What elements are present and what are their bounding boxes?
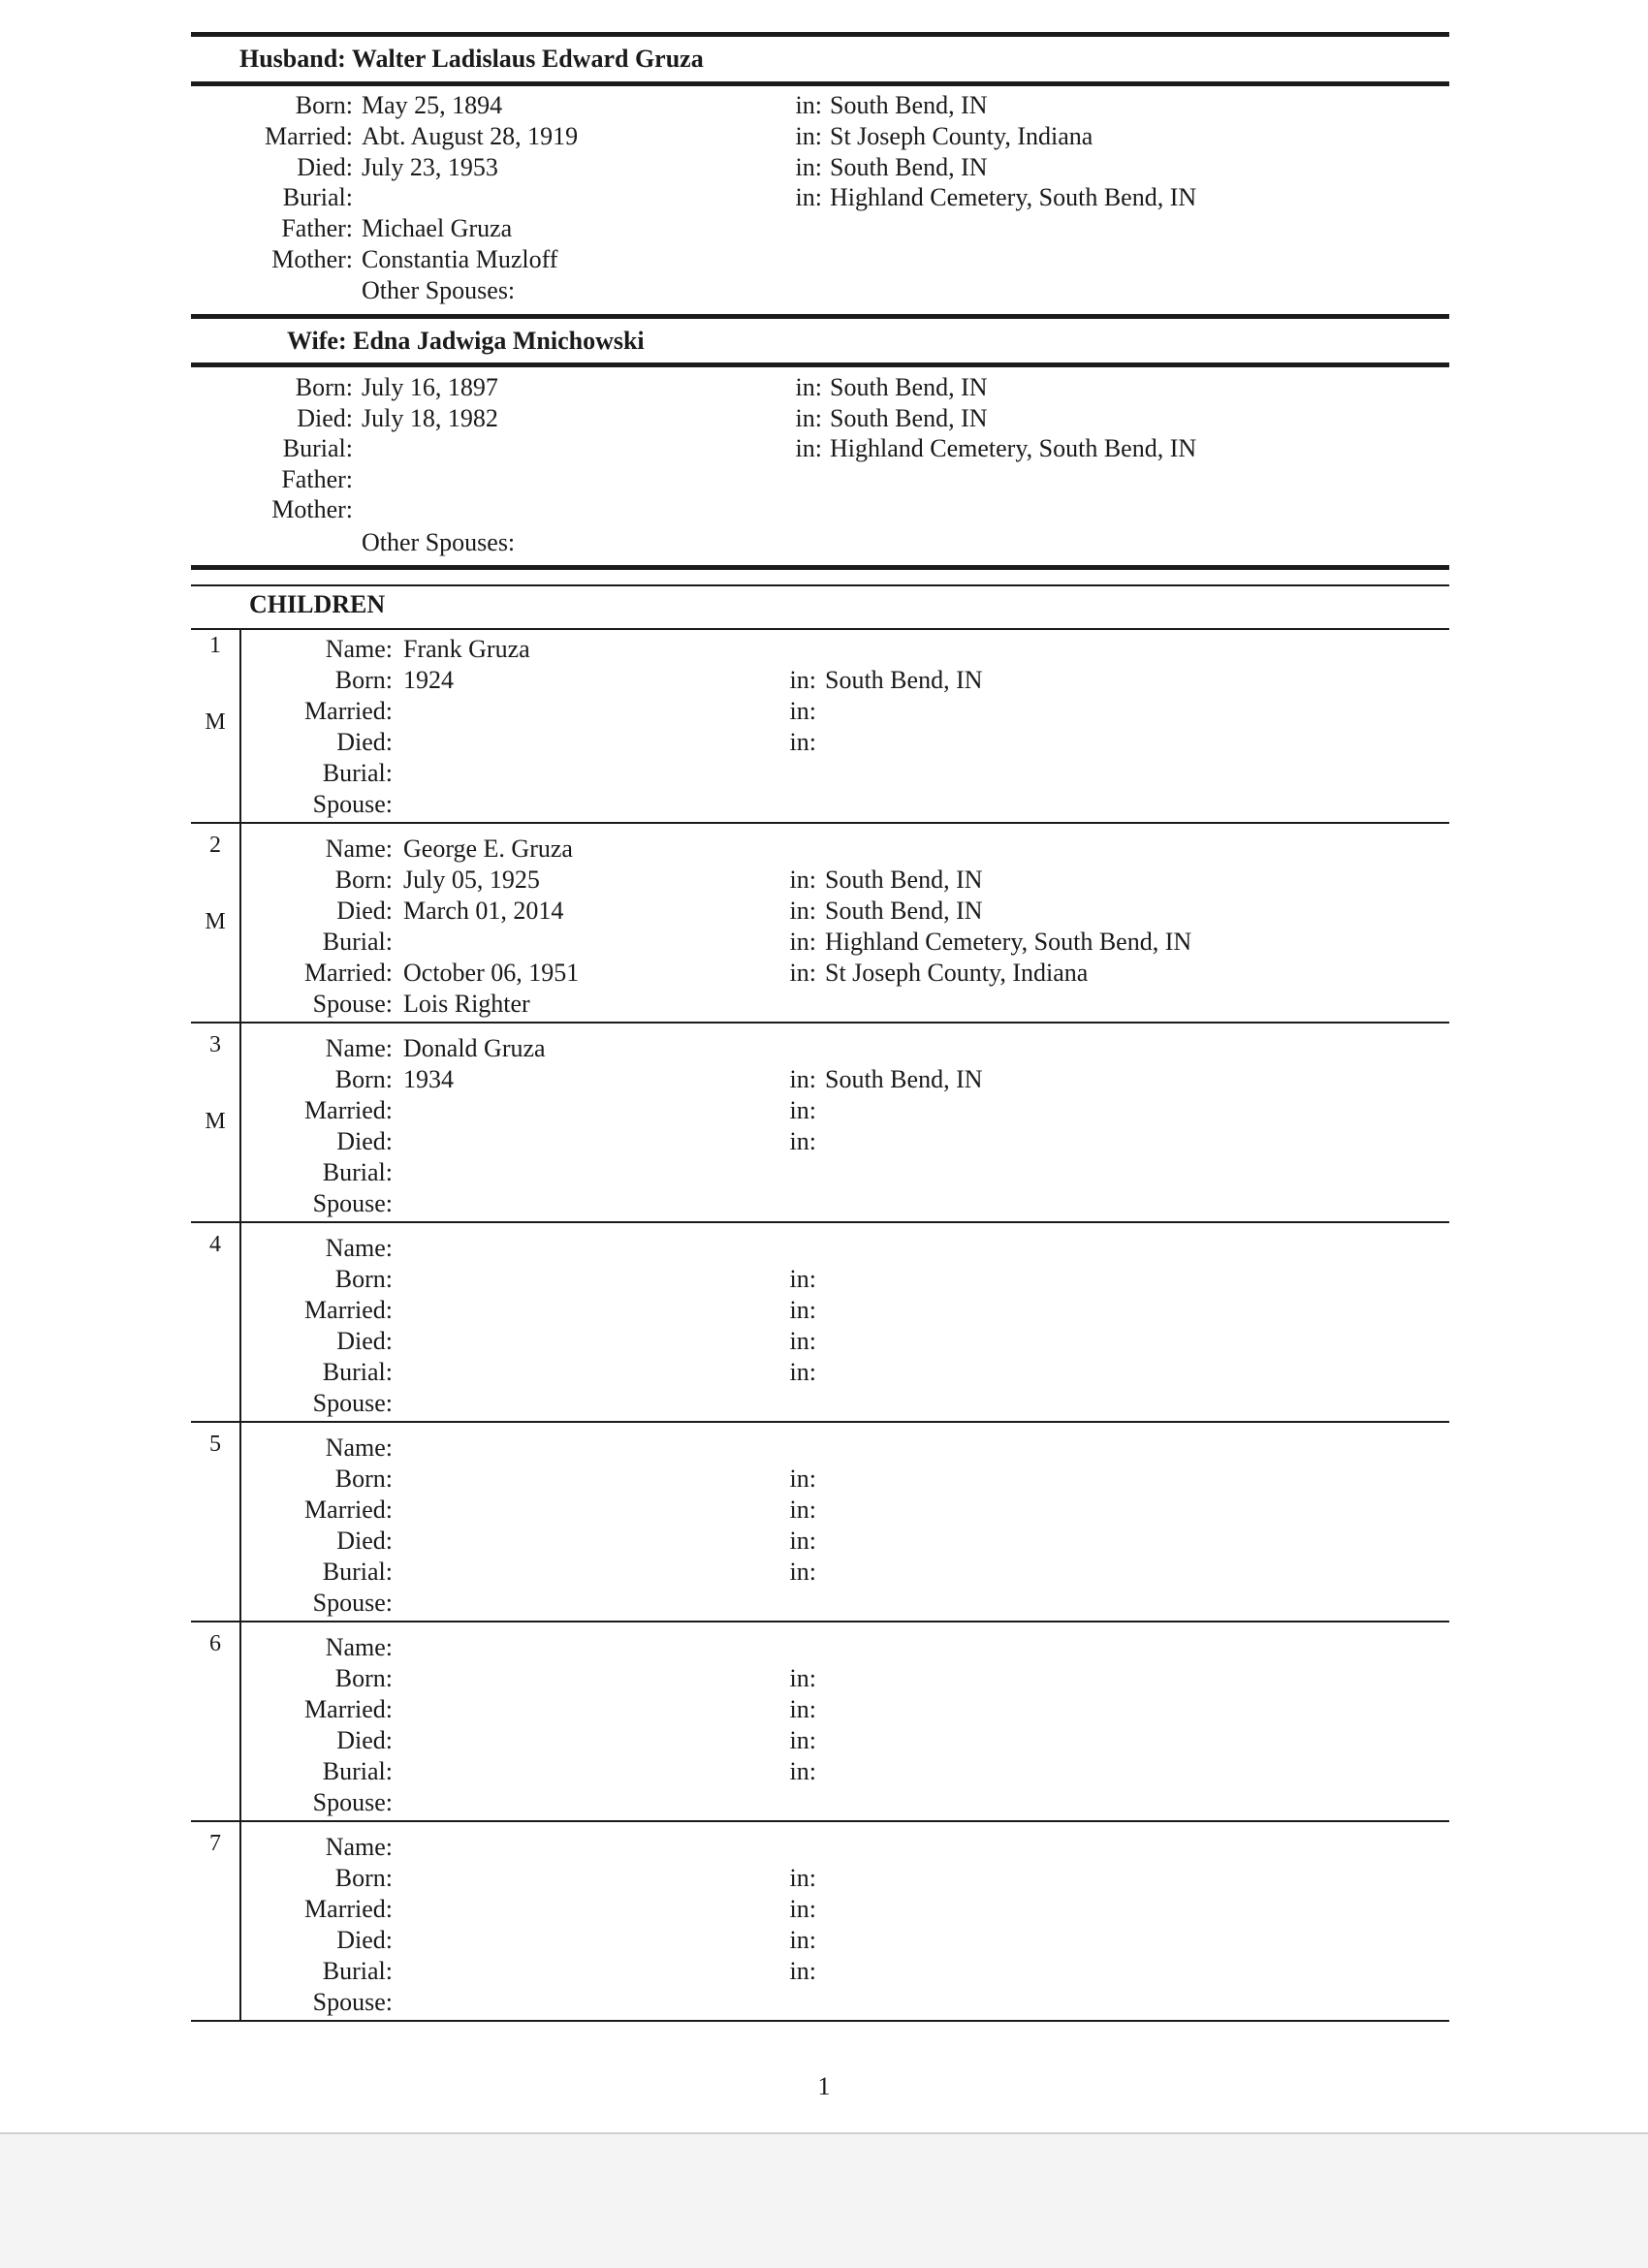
wife-header-label: Wife: bbox=[287, 327, 347, 355]
child-number: 3 bbox=[209, 1032, 221, 1057]
field-value: Lois Righter bbox=[403, 990, 530, 1018]
field-label: Born: bbox=[334, 866, 393, 894]
field-value: Michael Gruza bbox=[362, 214, 513, 243]
record-row bbox=[0, 1695, 1648, 1724]
child-separator-rule bbox=[191, 1022, 1449, 1024]
field-label: Born: bbox=[295, 91, 353, 119]
field-label: Born: bbox=[334, 1664, 393, 1692]
field-label: Spouse: bbox=[312, 990, 393, 1018]
place-value: Highland Cemetery, South Bend, IN bbox=[830, 434, 1197, 463]
field-label: Died: bbox=[336, 1926, 393, 1954]
field-label: Born: bbox=[334, 1265, 393, 1293]
in-label: in: bbox=[789, 1695, 816, 1723]
child-separator-rule bbox=[191, 1820, 1449, 1822]
field-label: Father: bbox=[281, 214, 353, 243]
in-label: in: bbox=[795, 91, 822, 119]
field-value: Constantia Muzloff bbox=[362, 245, 558, 273]
children-second-rule bbox=[191, 584, 1449, 586]
field-label: Died: bbox=[336, 728, 393, 756]
in-label: in: bbox=[795, 373, 822, 401]
in-label: in: bbox=[789, 1864, 816, 1892]
field-label: Spouse: bbox=[312, 1389, 393, 1417]
field-label: Spouse: bbox=[312, 1589, 393, 1617]
record-row bbox=[0, 434, 1648, 463]
in-label: in: bbox=[795, 403, 822, 432]
record-row bbox=[0, 1664, 1648, 1693]
place-value: St Joseph County, Indiana bbox=[825, 959, 1089, 987]
field-label: Married: bbox=[304, 1296, 393, 1324]
page-number: 1 bbox=[817, 2072, 831, 2100]
field-label: Name: bbox=[325, 1433, 393, 1462]
field-label: Born: bbox=[334, 666, 393, 694]
place-value: South Bend, IN bbox=[830, 403, 988, 432]
field-label: Married: bbox=[265, 121, 353, 150]
in-label: in: bbox=[795, 434, 822, 463]
husband-header-rule bbox=[191, 81, 1449, 86]
record-row bbox=[0, 1158, 1648, 1187]
record-row bbox=[0, 1465, 1648, 1494]
record-row bbox=[0, 759, 1648, 788]
husband-name: Walter Ladislaus Edward Gruza bbox=[351, 45, 704, 73]
wife-header-rule bbox=[191, 362, 1449, 367]
field-label: Burial: bbox=[322, 1757, 393, 1785]
field-label: Burial: bbox=[282, 434, 353, 463]
in-label: in: bbox=[789, 1926, 816, 1954]
record-row bbox=[0, 1096, 1648, 1125]
field-label: Married: bbox=[304, 697, 393, 725]
field-value: October 06, 1951 bbox=[403, 959, 580, 987]
in-label: in: bbox=[789, 1496, 816, 1524]
in-label: in: bbox=[789, 959, 816, 987]
husband-header bbox=[239, 45, 704, 74]
field-label: Died: bbox=[336, 897, 393, 925]
record-row bbox=[0, 1957, 1648, 1986]
record-row bbox=[0, 1988, 1648, 2017]
record-row bbox=[0, 1558, 1648, 1587]
field-label: Died: bbox=[336, 1726, 393, 1754]
field-value: Abt. August 28, 1919 bbox=[362, 121, 579, 150]
child-sex: M bbox=[205, 909, 226, 934]
field-value: 1934 bbox=[403, 1065, 454, 1093]
field-label: Spouse: bbox=[312, 790, 393, 818]
field-label: Name: bbox=[325, 1234, 393, 1262]
field-label: Mother: bbox=[271, 245, 353, 273]
in-label: in: bbox=[789, 1527, 816, 1555]
top-rule bbox=[191, 32, 1449, 37]
field-label: Born: bbox=[334, 1864, 393, 1892]
field-value: July 18, 1982 bbox=[362, 403, 498, 432]
record-row bbox=[0, 1234, 1648, 1263]
in-label: in: bbox=[789, 1957, 816, 1985]
husband-header-label: Husband: bbox=[239, 45, 346, 73]
place-value: St Joseph County, Indiana bbox=[830, 121, 1093, 150]
in-label: in: bbox=[795, 152, 822, 181]
child-sex: M bbox=[205, 709, 226, 735]
record-row bbox=[0, 635, 1648, 664]
record-row bbox=[0, 1633, 1648, 1662]
record-row bbox=[0, 214, 1648, 243]
child-number: 6 bbox=[209, 1631, 221, 1656]
wife-other-spouses: Other Spouses: bbox=[362, 528, 516, 556]
in-label: in: bbox=[789, 1726, 816, 1754]
child-separator-rule bbox=[191, 2020, 1449, 2022]
record-row bbox=[0, 91, 1648, 120]
in-label: in: bbox=[789, 897, 816, 925]
in-label: in: bbox=[789, 1065, 816, 1093]
field-label: Married: bbox=[304, 1895, 393, 1923]
record-row bbox=[0, 404, 1648, 433]
in-label: in: bbox=[789, 1127, 816, 1155]
children-header-rule bbox=[191, 628, 1449, 630]
record-row bbox=[0, 1788, 1648, 1817]
in-label: in: bbox=[789, 1327, 816, 1355]
scan-bottom-band bbox=[0, 2132, 1648, 2268]
field-label: Burial: bbox=[322, 1957, 393, 1985]
record-row bbox=[0, 1527, 1648, 1556]
in-label: in: bbox=[789, 697, 816, 725]
field-label: Died: bbox=[297, 403, 353, 432]
record-row bbox=[0, 245, 1648, 274]
field-label: Name: bbox=[325, 835, 393, 863]
field-value: George E. Gruza bbox=[403, 835, 573, 863]
record-row bbox=[0, 153, 1648, 182]
record-row bbox=[0, 1034, 1648, 1063]
field-value: March 01, 2014 bbox=[403, 897, 564, 925]
field-label: Name: bbox=[325, 1034, 393, 1062]
field-label: Died: bbox=[336, 1327, 393, 1355]
in-label: in: bbox=[789, 1558, 816, 1586]
record-row bbox=[0, 1127, 1648, 1156]
record-row bbox=[0, 697, 1648, 726]
field-label: Burial: bbox=[282, 183, 353, 212]
field-label: Burial: bbox=[322, 1358, 393, 1386]
record-row bbox=[0, 1389, 1648, 1418]
record-row bbox=[0, 122, 1648, 151]
place-value: South Bend, IN bbox=[825, 666, 983, 694]
child-number: 1 bbox=[209, 633, 221, 658]
place-value: South Bend, IN bbox=[825, 1065, 983, 1093]
field-label: Name: bbox=[325, 635, 393, 663]
place-value: Highland Cemetery, South Bend, IN bbox=[830, 183, 1197, 212]
field-label: Name: bbox=[325, 1633, 393, 1661]
record-row bbox=[0, 465, 1648, 494]
in-label: in: bbox=[789, 1757, 816, 1785]
record-row bbox=[0, 790, 1648, 819]
record-row bbox=[0, 183, 1648, 212]
record-row bbox=[0, 928, 1648, 957]
field-label: Spouse: bbox=[312, 1189, 393, 1217]
field-label: Married: bbox=[304, 959, 393, 987]
record-row bbox=[0, 1864, 1648, 1893]
field-label: Father: bbox=[281, 464, 353, 493]
field-label: Died: bbox=[336, 1127, 393, 1155]
in-label: in: bbox=[789, 666, 816, 694]
in-label: in: bbox=[789, 1296, 816, 1324]
field-label: Spouse: bbox=[312, 1788, 393, 1816]
children-top-rule bbox=[191, 565, 1449, 570]
in-label: in: bbox=[789, 866, 816, 894]
field-value: Frank Gruza bbox=[403, 635, 530, 663]
husband-other-spouses: Other Spouses: bbox=[362, 276, 516, 304]
record-row bbox=[0, 866, 1648, 895]
record-row bbox=[0, 1926, 1648, 1955]
field-value: July 05, 1925 bbox=[403, 866, 540, 894]
in-label: in: bbox=[795, 121, 822, 150]
record-row bbox=[0, 1358, 1648, 1387]
in-label: in: bbox=[789, 928, 816, 956]
child-separator-rule bbox=[191, 1421, 1449, 1423]
child-separator-rule bbox=[191, 1621, 1449, 1622]
record-row bbox=[0, 1589, 1648, 1618]
record-row bbox=[0, 495, 1648, 524]
in-label: in: bbox=[789, 1895, 816, 1923]
field-value: July 16, 1897 bbox=[362, 373, 498, 401]
field-value: July 23, 1953 bbox=[362, 152, 498, 181]
in-label: in: bbox=[789, 1465, 816, 1493]
in-label: in: bbox=[789, 728, 816, 756]
record-row bbox=[0, 1065, 1648, 1094]
field-label: Burial: bbox=[322, 1158, 393, 1186]
record-row bbox=[0, 897, 1648, 926]
record-row bbox=[0, 1895, 1648, 1924]
record-row bbox=[0, 666, 1648, 695]
record-row bbox=[0, 1327, 1648, 1356]
wife-name: Edna Jadwiga Mnichowski bbox=[353, 327, 645, 355]
record-row bbox=[0, 1189, 1648, 1218]
wife-header bbox=[287, 327, 645, 356]
field-label: Married: bbox=[304, 1096, 393, 1124]
record-row bbox=[0, 1757, 1648, 1786]
place-value: South Bend, IN bbox=[830, 152, 988, 181]
record-row bbox=[0, 1296, 1648, 1325]
child-sex: M bbox=[205, 1109, 226, 1134]
field-label: Died: bbox=[336, 1527, 393, 1555]
record-row bbox=[0, 728, 1648, 757]
record-row bbox=[0, 990, 1648, 1019]
place-value: Highland Cemetery, South Bend, IN bbox=[825, 928, 1192, 956]
record-row bbox=[0, 1726, 1648, 1755]
child-number: 4 bbox=[209, 1232, 221, 1257]
child-separator-rule bbox=[191, 1221, 1449, 1223]
record-row bbox=[0, 1833, 1648, 1862]
record-row bbox=[0, 373, 1648, 402]
in-label: in: bbox=[789, 1358, 816, 1386]
field-label: Born: bbox=[295, 373, 353, 401]
field-value: May 25, 1894 bbox=[362, 91, 503, 119]
record-row bbox=[0, 1433, 1648, 1463]
child-separator-rule bbox=[191, 822, 1449, 824]
child-number: 2 bbox=[209, 833, 221, 858]
field-value: Donald Gruza bbox=[403, 1034, 546, 1062]
record-row bbox=[0, 835, 1648, 864]
field-label: Married: bbox=[304, 1496, 393, 1524]
field-label: Burial: bbox=[322, 759, 393, 787]
record-row bbox=[0, 1265, 1648, 1294]
place-value: South Bend, IN bbox=[825, 897, 983, 925]
in-label: in: bbox=[789, 1096, 816, 1124]
place-value: South Bend, IN bbox=[825, 866, 983, 894]
field-label: Born: bbox=[334, 1465, 393, 1493]
record-row bbox=[0, 1496, 1648, 1525]
in-label: in: bbox=[789, 1664, 816, 1692]
field-label: Married: bbox=[304, 1695, 393, 1723]
field-label: Spouse: bbox=[312, 1988, 393, 2016]
field-value: 1924 bbox=[403, 666, 454, 694]
child-number: 7 bbox=[209, 1831, 221, 1856]
field-label: Mother: bbox=[271, 495, 353, 524]
field-label: Burial: bbox=[322, 1558, 393, 1586]
field-label: Burial: bbox=[322, 928, 393, 956]
place-value: South Bend, IN bbox=[830, 91, 988, 119]
field-label: Born: bbox=[334, 1065, 393, 1093]
in-label: in: bbox=[789, 1265, 816, 1293]
wife-top-rule bbox=[191, 314, 1449, 319]
children-header: CHILDREN bbox=[249, 590, 386, 618]
place-value: South Bend, IN bbox=[830, 373, 988, 401]
in-label: in: bbox=[795, 183, 822, 212]
field-label: Died: bbox=[297, 152, 353, 181]
child-number: 5 bbox=[209, 1432, 221, 1457]
field-label: Name: bbox=[325, 1833, 393, 1861]
record-row bbox=[0, 959, 1648, 988]
